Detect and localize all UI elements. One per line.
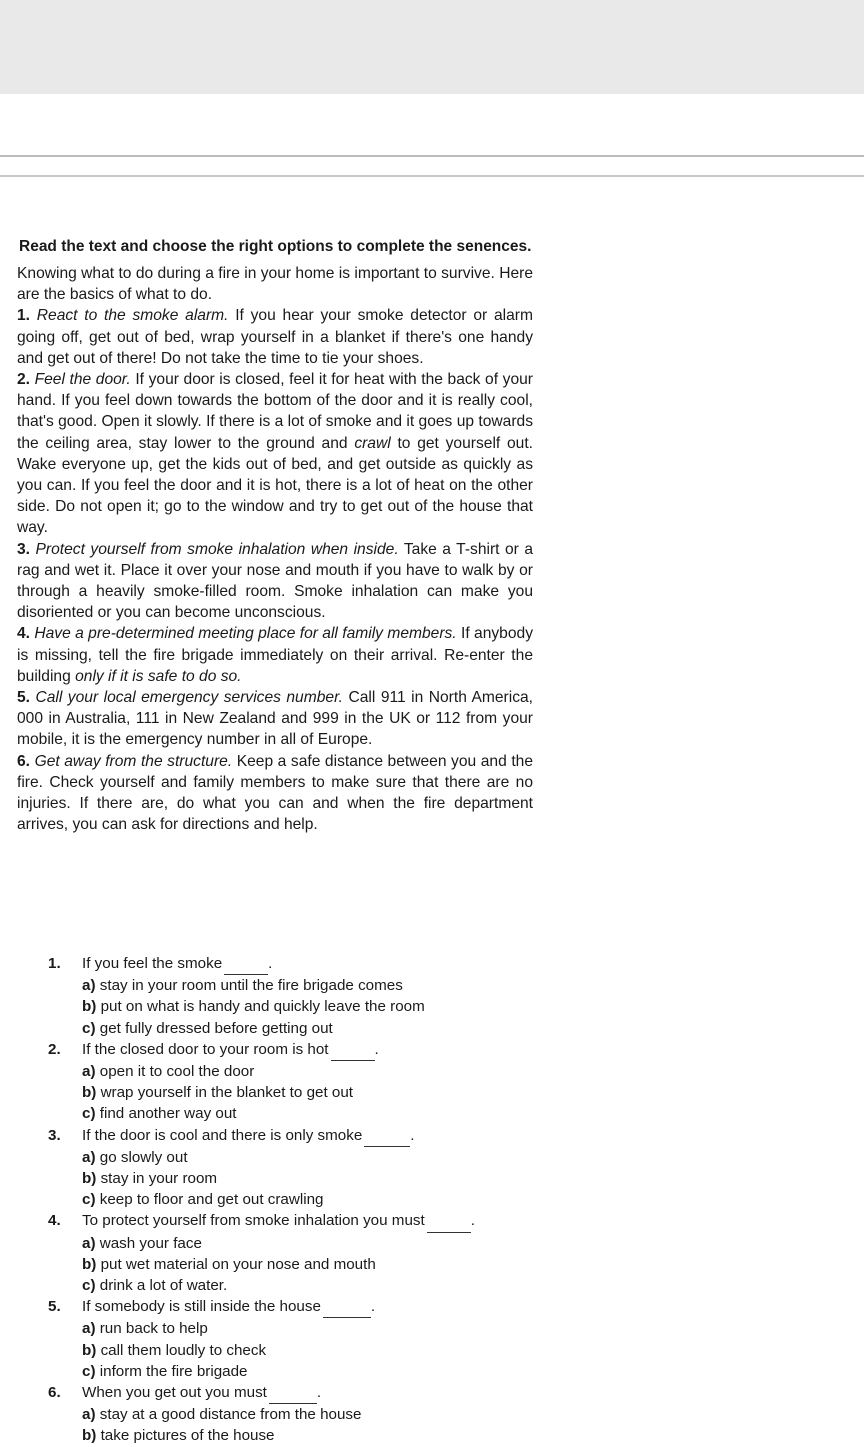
section-1 <box>17 305 533 369</box>
option-text: get fully dressed before getting out <box>99 1019 333 1037</box>
section-3 <box>17 539 533 624</box>
question-2 <box>48 1039 568 1061</box>
option-text: go slowly out <box>99 1148 188 1166</box>
top-bar <box>0 0 864 94</box>
option-letter: a) <box>82 1406 96 1424</box>
section-text: If you hear your smoke detector or alarm going off, get out of bed, wrap yourself in a blanket if there's one handy and get out of there! Do not take the time to tie your shoes. <box>17 307 533 367</box>
section-text: If your door is closed, feel it for heat with the back of your hand. If you feel down towards the bottom of the door and it is really cool, that's good. Open it slowly. If there is a lot of smoke and it goes up towards the ceiling area, stay lower to the ground and <box>17 371 533 452</box>
option-text: keep to floor and get out crawling <box>99 1191 324 1209</box>
answer-blank[interactable] <box>224 953 268 975</box>
question-stem: To protect yourself from smoke inhalation you must <box>82 1212 425 1230</box>
section-number: 1. <box>17 307 31 325</box>
question-5 <box>48 1296 568 1318</box>
blank-suffix: . <box>268 955 273 972</box>
blank-suffix: . <box>374 1040 379 1058</box>
option-letter: c) <box>82 1191 96 1209</box>
section-5 <box>17 687 533 751</box>
option-text: open it to cool the door <box>99 1063 255 1081</box>
option[interactable] <box>48 1103 568 1124</box>
option-letter: a) <box>82 977 96 995</box>
section-number: 4. <box>17 625 31 643</box>
option-text: wrap yourself in the blanket to get out <box>100 1084 354 1102</box>
option[interactable] <box>48 1018 568 1039</box>
section-title: Call your local emergency services number. <box>35 689 344 707</box>
section-title: Have a pre-determined meeting place for all family members. <box>34 625 457 643</box>
option-text: run back to help <box>99 1320 208 1338</box>
option-text: take pictures of the house <box>100 1427 275 1445</box>
section-emphasis: crawl <box>354 434 391 452</box>
option-letter: c) <box>82 1362 96 1380</box>
answer-blank[interactable] <box>427 1210 471 1232</box>
question-stem: If you feel the smoke <box>82 955 223 972</box>
option-letter: b) <box>82 998 97 1016</box>
option[interactable] <box>48 1147 568 1168</box>
question-stem: When you get out you must <box>82 1384 267 1402</box>
section-6 <box>17 751 533 836</box>
option[interactable] <box>48 975 568 996</box>
section-text: Take a T-shirt or a rag and wet it. Place it over your nose and mouth if you have to walk by or through a heavily smoke-filled room. Smoke inhalation can make you disoriented or you can become unconscious. <box>17 540 533 622</box>
option-letter: c) <box>82 1277 96 1295</box>
section-2 <box>17 369 533 539</box>
section-title: Feel the door. <box>34 371 131 389</box>
option-letter: a) <box>82 1320 96 1338</box>
option-text: drink a lot of water. <box>99 1277 228 1295</box>
question-stem: If the door is cool and there is only smoke <box>82 1126 363 1144</box>
section-number: 5. <box>17 689 31 707</box>
option[interactable] <box>48 1361 568 1382</box>
question-1 <box>48 953 568 975</box>
question-4 <box>48 1210 568 1232</box>
option-letter: a) <box>82 1148 96 1166</box>
section-text: If anybody is missing, tell the fire brigade immediately on their arrival. Re-enter the building <box>17 625 533 685</box>
option[interactable] <box>48 1404 568 1425</box>
option[interactable] <box>48 1061 568 1082</box>
blank-suffix: . <box>470 1212 475 1230</box>
option[interactable] <box>48 1425 568 1446</box>
section-text: Call 911 in North America, 000 in Australia, 111 in New Zealand and 999 in the UK or 112 from your mobile, it is the emergency number in all of Europe. <box>17 689 533 749</box>
option-text: stay at a good distance from the house <box>99 1406 362 1424</box>
intro-paragraph: Knowing what to do during a fire in your home is important to survive. Here are the basics of what to do. <box>17 265 533 304</box>
option[interactable] <box>48 1254 568 1275</box>
section-4 <box>17 623 533 687</box>
section-title: React to the smoke alarm. <box>36 307 229 325</box>
section-title: Protect yourself from smoke inhalation when inside. <box>35 540 399 558</box>
section-number: 6. <box>17 752 31 770</box>
option[interactable] <box>48 1318 568 1339</box>
option-letter: c) <box>82 1019 96 1037</box>
option[interactable] <box>48 1340 568 1361</box>
option[interactable] <box>48 1189 568 1210</box>
question-number: 2. <box>48 1040 61 1058</box>
blank-suffix: . <box>316 1384 322 1402</box>
question-stem: If the closed door to your room is hot <box>82 1040 329 1058</box>
section-number: 3. <box>17 540 31 558</box>
question-stem: If somebody is still inside the house <box>82 1298 321 1316</box>
task-heading: Read the text and choose the right options to complete the senences. <box>19 238 532 255</box>
question-number: 1. <box>48 955 61 972</box>
option[interactable] <box>48 1275 568 1296</box>
question-number: 6. <box>48 1384 61 1402</box>
option[interactable] <box>48 1233 568 1254</box>
divider <box>0 175 864 177</box>
option-letter: b) <box>82 1170 97 1188</box>
option-letter: a) <box>82 1063 96 1081</box>
divider <box>0 155 864 157</box>
document-body <box>17 236 533 835</box>
section-number: 2. <box>17 371 31 389</box>
option-text: find another way out <box>99 1105 237 1123</box>
option-text: put wet material on your nose and mouth <box>100 1255 376 1273</box>
section-text: Keep a safe distance between you and the fire. Check yourself and family members to make sure that there are no injuries. If there are, do what you can and when the fire department arrives, you can ask for directions and help. <box>17 752 533 834</box>
question-number: 3. <box>48 1126 61 1144</box>
blank-suffix: . <box>410 1126 415 1144</box>
answer-blank[interactable] <box>269 1382 317 1404</box>
question-3 <box>48 1125 568 1147</box>
section-text: to get yourself out. Wake everyone up, get the kids out of bed, and get outside as quickly as you can. If you feel the door and it is hot, there is a lot of heat on the other side. Do not open it; go to the window and try to get out of the house that way. <box>17 434 533 537</box>
option-letter: b) <box>82 1084 97 1102</box>
option-text: stay in your room until the fire brigade comes <box>99 977 403 995</box>
option-text: put on what is handy and quickly leave the room <box>100 998 425 1016</box>
answer-blank[interactable] <box>364 1125 410 1147</box>
option-letter: b) <box>82 1427 97 1445</box>
answer-blank[interactable] <box>331 1039 375 1061</box>
question-list <box>48 953 568 1447</box>
question-number: 4. <box>48 1212 61 1230</box>
question-number: 5. <box>48 1298 61 1316</box>
question-6 <box>48 1382 568 1404</box>
option-letter: a) <box>82 1234 96 1252</box>
answer-blank[interactable] <box>323 1296 371 1318</box>
blank-suffix: . <box>370 1298 376 1316</box>
option-letter: b) <box>82 1255 97 1273</box>
section-title: Get away from the structure. <box>34 752 233 770</box>
option[interactable] <box>48 996 568 1017</box>
option[interactable] <box>48 1168 568 1189</box>
option-text: stay in your room <box>100 1170 218 1188</box>
section-emphasis: only if it is safe to do so. <box>75 667 242 685</box>
option[interactable] <box>48 1082 568 1103</box>
option-letter: b) <box>82 1341 97 1359</box>
option-text: wash your face <box>99 1234 202 1252</box>
option-letter: c) <box>82 1105 96 1123</box>
option-text: call them loudly to check <box>100 1341 267 1359</box>
option-text: inform the fire brigade <box>99 1362 248 1380</box>
